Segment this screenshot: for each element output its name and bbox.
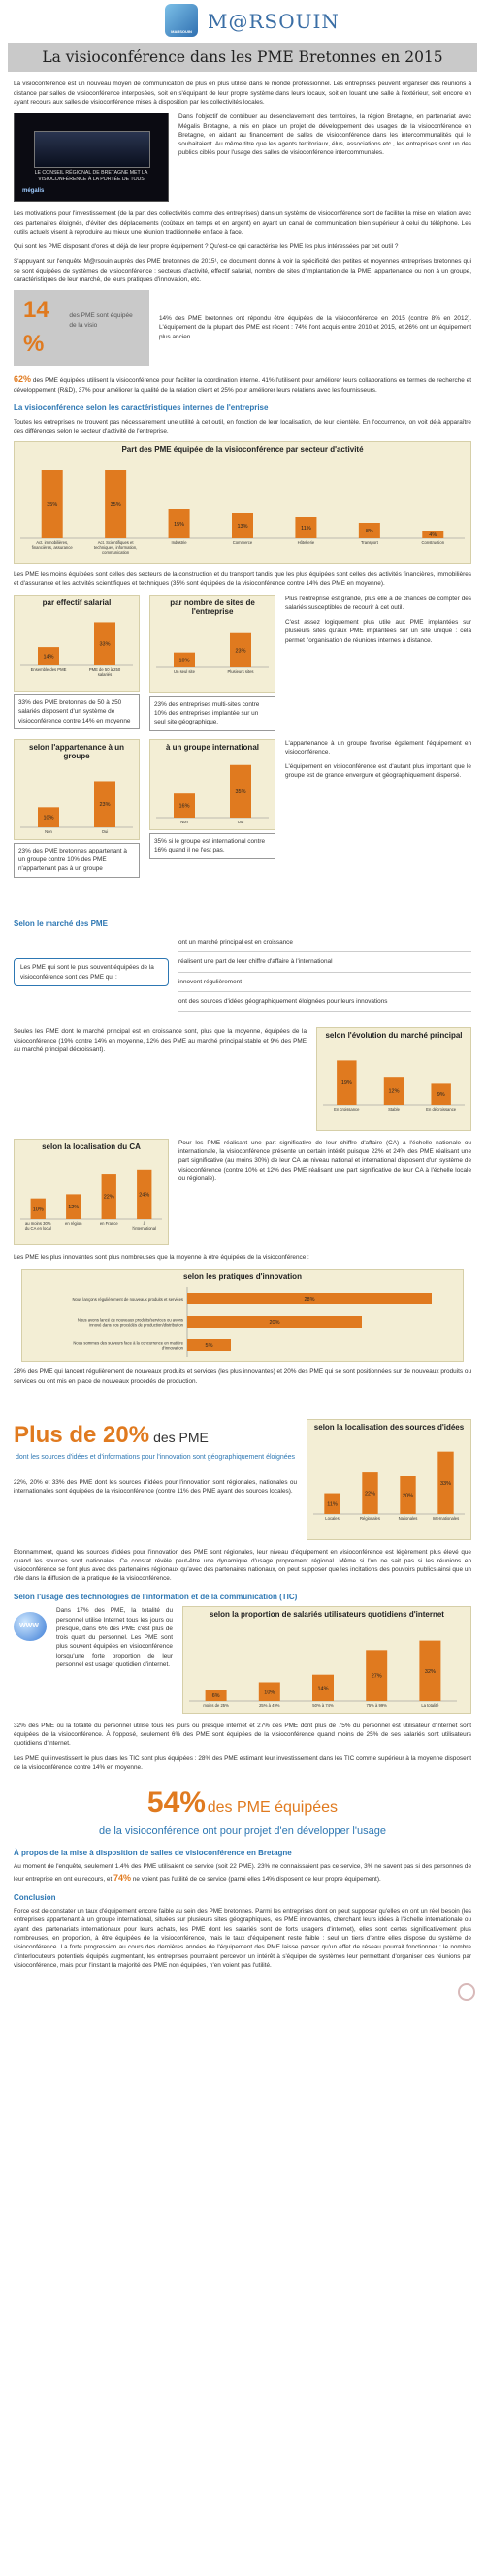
stat-14-label: des PME sont équipée de la visio	[69, 312, 133, 329]
chart-secteur-svg	[15, 455, 470, 564]
stat-54-block	[14, 1782, 471, 1839]
tic-p1: Dans 17% des PME, la totalité du personnel utilise Internet tous les jours ou presque, dans 6% des PME c'est plus de trois quart du personnel. Les PME sont plus souvent équipées en visioconférence lorsqu'une forte proportion de leur personnel est usager quotidien d'internet.	[56, 1607, 173, 1668]
market-innov-after: 28% des PME qui lancent régulièrement de nouveaux produits et services (les plus innovantes) et 20% des PME qui se sont positionnées sur de nouveaux produits ou services ou ont mis en place de nouveaux procédés de production.	[14, 1368, 471, 1385]
ideas-p2: Etonnamment, quand les sources d'idées pour l'innovation des PME sont régionales, leur niveau d'équipement en visioconférence est légèrement plus élevé que quand les sources sont nationales. Ce constat révèle peut-être une dynamique d'usage proprement régional. Même si l'on ne sait pas si les réunions en visioconférence se font plus avec des partenaires régionaux qu'avec des partenaires nationaux, on peut supposer que les incitations des pouvoirs publics ainsi que un rôle dans la diffusion de la pratique de la visioconférence.	[14, 1548, 471, 1583]
tick-label: Construction	[421, 539, 445, 545]
tick-label: Non	[180, 820, 188, 825]
data-label: 11%	[301, 525, 311, 531]
screen-illustration	[34, 131, 150, 168]
plus-20-des: des PME	[153, 1429, 209, 1445]
section-internal-p2: Les PME les moins équipées sont celles des secteurs de la construction et du transport tandis que les plus équipées sont celles des activités financières, immobilières et d'assurance et les activités scientifiques et techniques (35% sont équipées de la visioconférence contre 14% des PME en moyenne).	[14, 570, 471, 588]
data-label: 10%	[43, 815, 54, 821]
market-bullet: réalisent une part de leur chiffre d'affaire à l'international	[178, 952, 471, 972]
intro-paragraph-2: Dans l'objectif de contribuer au désenclavement des territoires, la région Bretagne, en partenariat avec Mégalis Bretagne, a mis en place un projet de développement des usages de la visioconférence en Bretagne, en aidant au financement de salles de visioconférence dans les intercommunalités qui le souhaitaient. Au même titre que les agents territoriaux, élus, associations etc., les entreprises sont un des publics ciblés pour l'usage des salles de visioconférence intercommunales.	[178, 113, 471, 157]
tick-label: Commerce	[232, 539, 253, 545]
marsouin-logo-icon	[165, 4, 198, 37]
tick-label: en région	[65, 1221, 82, 1227]
data-label: 11%	[327, 1500, 338, 1507]
internal-right-2: C'est assez logiquement plus utile aux PME implantées sur plusieurs sites qu'aux PME implantées sur un site unique : cela permet l'organisation de réunions internes à distance.	[285, 619, 471, 644]
chart-idees-svg	[307, 1433, 470, 1539]
chart-title: à un groupe international	[165, 742, 259, 752]
data-label: 24%	[139, 1192, 150, 1199]
stat-54-number: 54%	[146, 1787, 206, 1819]
tick-label: La totalité	[421, 1702, 439, 1708]
chart-groupe	[14, 739, 140, 840]
groupe-explanations	[285, 739, 471, 878]
tick-label: Nationales	[398, 1515, 418, 1521]
data-label: 23%	[235, 648, 246, 655]
chart-effectif	[14, 595, 140, 692]
chart-title: selon l'évolution du marché principal	[325, 1031, 463, 1041]
groupe-block	[14, 739, 140, 878]
title-bar	[8, 43, 477, 72]
section-tic-title: Selon l'usage des technologies de l'information et de la communication (TIC)	[14, 1592, 298, 1601]
tick-label: Hôtellerie	[297, 539, 315, 545]
tick-label: Nous avons lancé de nouveaux produits/services ou avons	[77, 1317, 183, 1323]
chart-title: selon les pratiques d'innovation	[183, 1272, 302, 1281]
intro-paragraph-1: La visioconférence est un nouveau moyen de communication de plus en plus utilisé dans le monde professionnel. Les entreprises peuvent organiser des réunions à distance par salles de visioconférence interposées, soit en s'équipant de leur propre système dans leurs locaux, soit en louant une salle à l'extérieur, soit encore en ayant recours aux salles de visioconférence mises à disposition par les collectivités locales.	[14, 80, 471, 107]
data-label: 6%	[211, 1692, 220, 1699]
stat-14-band	[14, 290, 149, 366]
usage-62-text: des PME équipées utilisent la visioconférence pour faciliter la coordination interne. 41% l'utilisent pour améliorer leurs collaborations en termes de recherche et développement (R&D), 37% pour améliorer la qualité de la relation client et 25% pour améliorer leurs relations avec les fournisseurs.	[14, 376, 471, 394]
section-internal-p1: Toutes les entreprises ne trouvent pas nécessairement une utilité à cet outil, en fonction de leur localisation, de leur clientèle. En l'occurrence, on voit déjà apparaître des différences selon le secteur d'activité de l'entreprise.	[14, 418, 471, 435]
market-quote: Les PME qui sont le plus souvent équipées de la visioconférence sont des PME qui :	[14, 958, 169, 986]
tick-label: Industrie	[171, 539, 187, 545]
plus-20-number: Plus de 20%	[14, 1421, 150, 1448]
tick-label: Nous lançons régulièrement de nouveaux produits et services	[72, 1297, 183, 1303]
usage-62-number: 62%	[14, 373, 32, 384]
chart-secteur	[14, 441, 471, 564]
data-label: 8%	[365, 528, 373, 534]
data-label: 16%	[178, 803, 190, 810]
data-label: 12%	[388, 1088, 400, 1095]
sites-caption: 23% des entreprises multi-sites contre 10% des entreprises implantée sur un seul site géographique.	[149, 696, 275, 731]
tick-label: Régionales	[360, 1515, 380, 1521]
tick-label: l'international	[132, 1226, 157, 1232]
chart-title: selon l'appartenance à un groupe	[29, 742, 124, 761]
data-label: 22%	[364, 1491, 376, 1497]
tick-label: Nous sommes des suiveurs face à la concurrence en matière	[73, 1340, 183, 1346]
intro-paragraph-3: Les motivations pour l'investissement (de la part des collectivités comme des entreprises) dans un système de visioconférence sont de faciliter la mise en relation avec des partenaires éloignés, d'éviter des déplacements (coûteux en temps et en argent) en ayant un canal de communication bien supérieur à celui du téléphone. Les outils actuels visent à reproduire au mieux une réunion traditionnelle en face à face.	[14, 210, 471, 236]
tick-label: du CA en local	[24, 1226, 51, 1232]
tick-label: Un seul site	[174, 668, 195, 674]
data-label: 13%	[237, 523, 248, 530]
chart-groupe-int-svg	[150, 752, 275, 829]
market-bullet: ont des sources d'idées géographiquement éloignées pour leurs innovations	[178, 992, 471, 1012]
chart-evolution	[316, 1027, 471, 1131]
stat-54-title: des PME équipées	[207, 1799, 339, 1817]
data-label: 10%	[178, 658, 190, 664]
logo-left-text: MARSOUIN	[171, 29, 192, 35]
chart-innovation-svg	[22, 1281, 461, 1361]
data-label: 33%	[439, 1480, 452, 1487]
tick-label: Stable	[388, 1106, 400, 1111]
tick-label: financières, assurance	[31, 544, 73, 550]
tick-label: Ensemble des PME	[30, 667, 67, 673]
chart-sites	[149, 595, 275, 693]
section-dispo-title: À propos de la mise à disposition de salles de visioconférence en Bretagne	[14, 1848, 292, 1857]
footer-logo-icon	[458, 1983, 475, 2001]
data-label: 35%	[235, 789, 246, 796]
data-label: 20%	[402, 1493, 414, 1499]
chart-internet-svg	[183, 1620, 463, 1713]
conclusion-title: Conclusion	[14, 1892, 56, 1902]
tick-label: Oui	[101, 828, 109, 834]
chart-ca	[14, 1139, 169, 1246]
megalis-logo: mégalis	[22, 187, 45, 194]
globe-text: WWW	[19, 1623, 39, 1630]
tick-label: en France	[99, 1221, 118, 1227]
tick-label: Transport	[360, 539, 378, 545]
image-caption: LE CONSEIL RÉGIONAL DE BRETAGNE MET LA VISIOCONFÉRENCE À LA PORTÉE DE TOUS	[34, 170, 148, 183]
data-label: 27%	[371, 1673, 382, 1680]
tick-label: En décroissance	[426, 1106, 457, 1111]
tick-label: communication	[102, 549, 130, 555]
visioconference-image	[14, 113, 169, 202]
data-label: 9%	[436, 1092, 445, 1099]
data-label: 10%	[264, 1690, 275, 1696]
tick-label: PME de 50 à 250	[88, 667, 121, 673]
page-title: La visioconférence dans les PME Bretonnes en 2015	[42, 48, 443, 66]
internal-right-4: L'équipement en visioconférence est d'autant plus important que le groupe est de grande envergure et géographiquement dispersé.	[285, 763, 471, 780]
dispo-74-number: 74%	[113, 1872, 132, 1883]
data-label: 35%	[110, 501, 121, 508]
globe-icon	[14, 1612, 47, 1641]
data-label: 22%	[103, 1195, 114, 1202]
chart-evolution-svg	[317, 1041, 470, 1130]
data-label: 33%	[99, 641, 111, 648]
market-bullet: innovent régulièrement	[178, 973, 471, 992]
tick-label: Non	[45, 828, 52, 834]
market-growth-text: Seules les PME dont le marché principal est en croissance sont, plus que la moyenne, équipées de la visioconférence (19% contre 14% en moyenne, 12% des PME au marché principal stable et 9% des PME au marché principal décroissant).	[14, 1028, 307, 1053]
conclusion-paragraph: Force est de constater un taux d'équipement encore faible au sein des PME bretonnes. Parmi les entreprises dont on peut supposer qu'elles en ont un réel besoin (les entreprises appartenant à un groupe international, situées sur plusieurs sites géographiques, les PME innovantes, cherchant leurs idées à l'échelle internationale ou ayant des partenariats internationaux pour leurs achats, les PME dont les salariés sont de forts usagers d'internet), elles sont certes significativement plus nombreuses, en proportion, à être équipées de la visioconférence, mais le taux d'équipement reste faible : seul un tiers d'entre elles dispose du système de visioconférence. La forte progression au cours des dernières années de l'équipement des PME laisse penser qu'un effet de réseau pourrait fonctionner : le nombre d'interlocuteurs potentiels équipés augmentant, les entreprises pourraient percevoir un intérêt à s'équiper de systèmes leur permettant d'organiser ces réunions par visioconférence, mais pour l'instant la majorité des PME non équipées, n'en voient pas l'utilité.	[14, 1908, 471, 1969]
data-label: 14%	[317, 1686, 329, 1692]
internal-right-1: Plus l'entreprise est grande, plus elle a de chances de compter des salariés susceptibles de recourir à cet outil.	[285, 595, 471, 611]
data-label: 4%	[429, 531, 437, 538]
tick-label: Internationales	[432, 1515, 460, 1521]
ideas-p1: 22%, 20% et 33% des PME dont les sources d'idées pour l'innovation sont régionales, nationales ou internationales sont équipées de la visioconférence (contre 11% des PME ayant des sources locales).	[14, 1478, 297, 1496]
chart-title: selon la proportion de salariés utilisateurs quotidiens d'internet	[210, 1610, 444, 1620]
chart-title: par nombre de sites de l'entreprise	[170, 597, 255, 617]
tic-p3: Les PME qui investissent le plus dans les TIC sont plus équipées : 28% des PME estimant leur investissement dans les TIC comme supérieur à la moyenne disposent de la visioconférence contre 14% en moyenne.	[14, 1755, 471, 1771]
data-label: 12%	[68, 1205, 80, 1211]
chart-internet	[182, 1606, 471, 1714]
tick-label: 25% à 49%	[259, 1702, 280, 1708]
market-ca-text: Pour les PME réalisant une part significative de leur chiffre d'affaire (CA) à l'échelle nationale ou internationale, la visioconférence présente un certain intérêt puisque 22% et 24% des PME réalisant une part significative (au moins 30%) de leur CA au niveau national et international disposent d'un système de visioconférence (contre 10% et 12% des PME réalisant une part significative de leur CA à l'échelle locale ou régionale).	[178, 1139, 471, 1183]
chart-title: Part des PME équipée de la visioconférence par secteur d'activité	[121, 445, 364, 455]
tick-label: Locales	[325, 1515, 340, 1521]
stat-14-text: 14% des PME bretonnes ont répondu être équipées de la visioconférence en 2015 (contre 8% en 2012). L'équipement de la plupart des PME est récent : 74% l'ont acquis entre 2010 et 2015, et 26% ont un équipement plus ancien.	[159, 315, 471, 340]
stat-54-subtitle: de la visioconférence ont pour projet d'en développer l'usage	[99, 1824, 386, 1837]
chart-sites-svg	[150, 617, 275, 692]
chart-innovation	[21, 1269, 464, 1363]
header	[0, 0, 485, 43]
chart-title: selon la localisation des sources d'idées	[313, 1422, 465, 1432]
effectif-caption: 33% des PME bretonnes de 50 à 250 salariés disposent d'un système de visioconférence contre 14% en moyenne	[14, 694, 140, 729]
intro-paragraph-5: S'appuyant sur l'enquête M@rsouin auprès des PME bretonnes de 2015¹, ce document donne à voir la spécificité des petites et moyennes entreprises bretonnes qui se sont équipées de systèmes de visioconférence : secteurs d'activité, effectif salarial, nombre de sites d'implantation de la PME, appartenance ou non à un groupe, caractéristiques de leur marché, de leurs pratiques d'innovation, etc.	[14, 258, 471, 283]
size-explanations	[285, 595, 471, 731]
chart-ca-svg	[15, 1151, 168, 1244]
tick-label: techniques, information,	[93, 544, 138, 550]
dispo-text-a: Au moment de l'enquête, seulement 1.4% des PME utilisaient ce service (soit 22 PME). 23% ne connaissaient pas ce service, 3% ne savent pas si des personnes de leur entreprise en ont eu recours, et	[14, 1863, 471, 1883]
chart-title: par effectif salarial	[42, 597, 112, 607]
tick-label: Act. Scientifiques et	[97, 539, 134, 545]
data-label: 5%	[205, 1343, 213, 1350]
dispo-text-b: ne voient pas l'utilité de ce service (parmi elles 14% disposent de leur propre équipement).	[131, 1875, 381, 1883]
stat-14-number: 14 %	[23, 297, 49, 358]
marsouin-wordmark: M@RSOUIN	[208, 10, 340, 33]
sites-block	[149, 595, 275, 731]
data-label: 28%	[304, 1297, 315, 1304]
tick-label: d'innovation	[161, 1345, 183, 1351]
tick-label: Oui	[237, 820, 244, 825]
chart-groupe-svg	[15, 761, 139, 839]
groupe-caption: 23% des PME bretonnes appartenant à un groupe contre 10% des PME n'appartenant pas à un groupe	[14, 843, 140, 878]
intro-paragraph-4: Qui sont les PME disposant d'ores et déjà de leur propre équipement ? Qu'est-ce qui caractérise les PME les plus intéressées par cet outil ?	[14, 243, 399, 251]
chart-idees	[307, 1419, 471, 1540]
tick-label: 75% à 99%	[366, 1702, 387, 1708]
data-label: 35%	[47, 501, 58, 508]
plus-20-headline	[14, 1419, 297, 1453]
tick-label: 50% à 74%	[312, 1702, 334, 1708]
data-label: 10%	[32, 1207, 44, 1213]
data-label: 32%	[424, 1668, 436, 1675]
data-label: 14%	[43, 654, 54, 660]
market-bullets	[178, 933, 471, 1012]
tick-label: En croissance	[334, 1106, 360, 1111]
tick-label: à	[143, 1221, 146, 1227]
tick-label: Plusieurs sites	[227, 668, 254, 674]
data-label: 23%	[99, 801, 111, 808]
tick-label: salariés	[97, 672, 113, 678]
tick-label: Act. immobilières,	[36, 539, 69, 545]
ideas-text-block	[14, 1419, 297, 1502]
data-label: 19%	[340, 1080, 352, 1087]
usage-62-paragraph	[14, 373, 471, 395]
data-label: 20%	[269, 1320, 280, 1327]
data-label: 15%	[174, 521, 185, 528]
chart-effectif-svg	[15, 607, 139, 691]
market-innov-intro: Les PME les plus innovantes sont plus nombreuses que la moyenne à être équipées de la visioconférence :	[14, 1254, 309, 1262]
tick-label: au moins 30%	[24, 1221, 51, 1227]
chart-title: selon la localisation du CA	[42, 1142, 141, 1151]
section-internal-title: La visioconférence selon les caractéristiques internes de l'entreprise	[14, 403, 269, 413]
plus-20-subtitle: dont les sources d'idées et d'informations pour l'innovation sont géographiquement éloignées	[15, 1453, 296, 1461]
tick-label: innové dans nos procédés de production/distribution	[89, 1322, 183, 1328]
dispo-paragraph	[14, 1862, 471, 1884]
tick-label: moins de 25%	[203, 1702, 229, 1708]
internal-right-3: L'appartenance à un groupe favorise également l'équipement en visioconférence.	[285, 739, 471, 756]
groupe-int-block	[149, 739, 275, 878]
section-market-title: Selon le marché des PME	[14, 918, 108, 928]
tic-p2: 32% des PME où la totalité du personnel utilise tous les jours ou presque internet et 27% des PME dont plus de 75% du personnel est utilisateur d'internet sont équipées de la visioconférence. À l'opposé, seulement 6% des PME sont équipées de la visioconférence quand moins de 25% de ses salariés sont utilisateurs quotidiens d'internet.	[14, 1722, 471, 1748]
effectif-block	[14, 595, 140, 731]
market-bullet: ont un marché principal est en croissance	[178, 933, 471, 952]
chart-groupe-int	[149, 739, 275, 831]
groupe-int-caption: 35% si le groupe est international contre 16% quand il ne l'est pas.	[149, 833, 275, 859]
